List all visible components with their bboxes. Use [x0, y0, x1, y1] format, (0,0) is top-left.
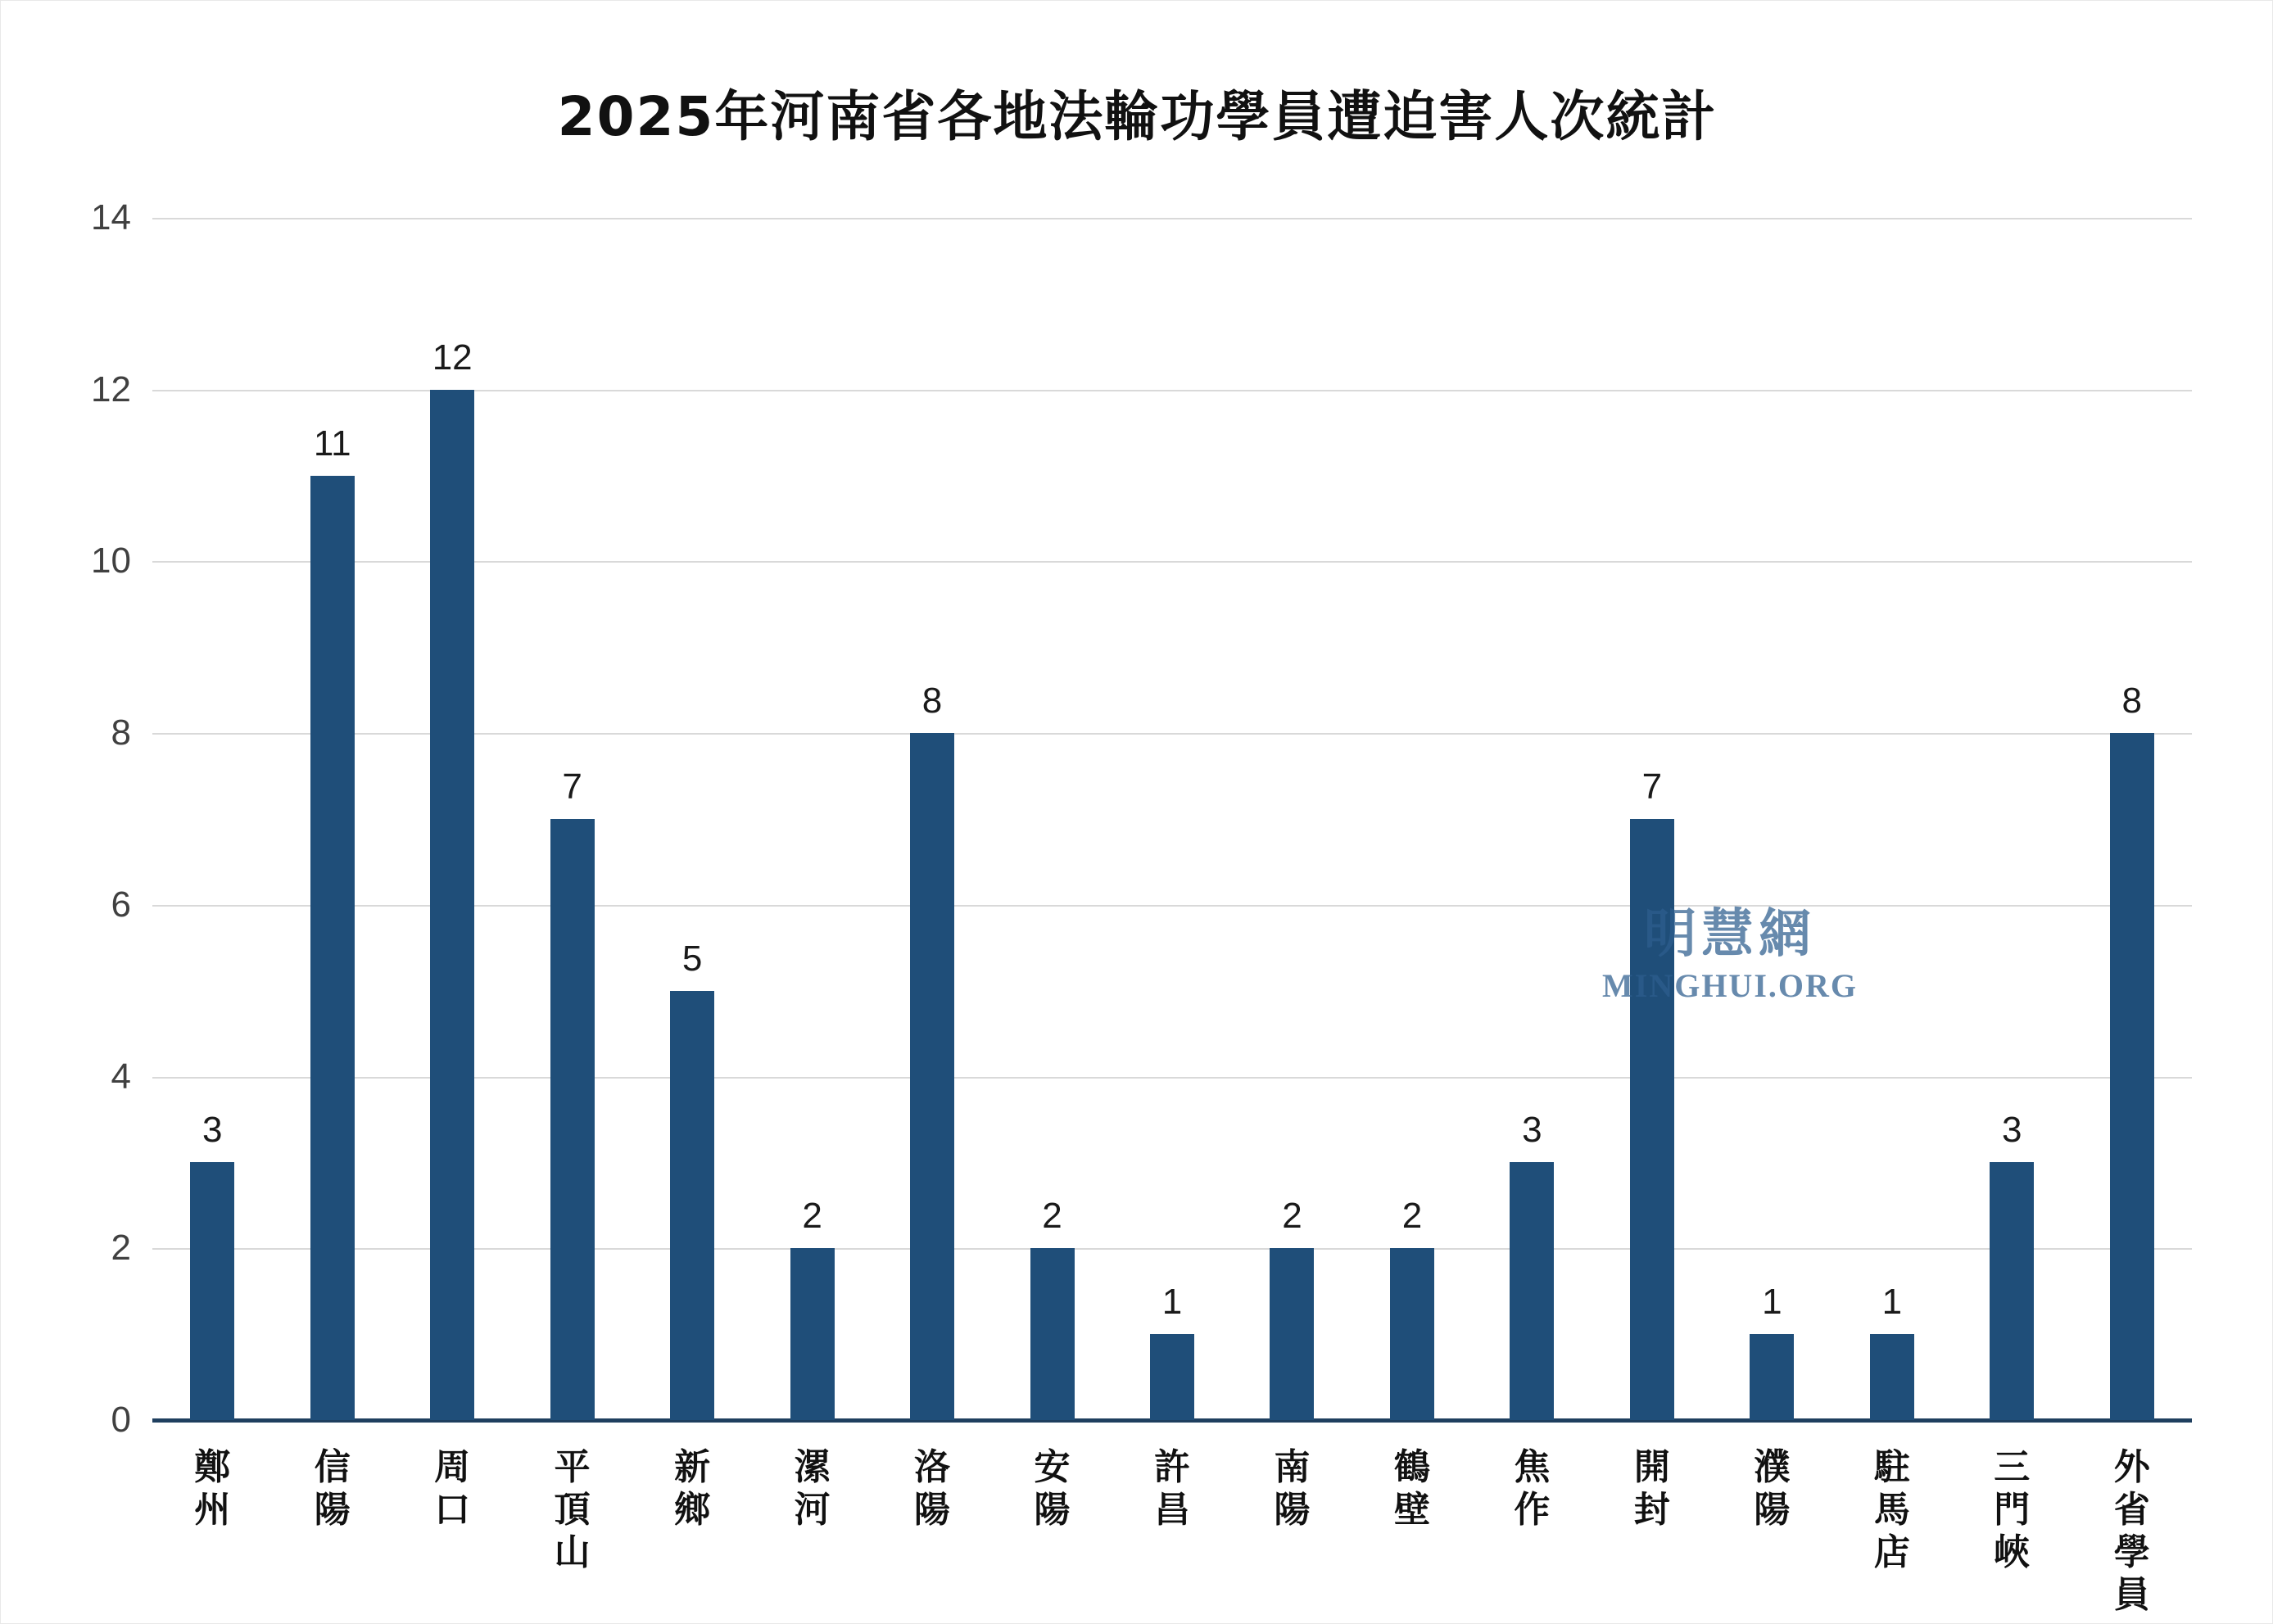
x-axis-category-label: 許昌: [1153, 1446, 1190, 1531]
bar-group[interactable]: [2072, 218, 2192, 1616]
bar-value-label: 7: [1641, 767, 1663, 807]
bar-group[interactable]: [1232, 218, 1352, 1531]
bar[interactable]: [550, 819, 595, 1420]
bar-value-label: 3: [201, 1110, 223, 1151]
bar-value-label: 11: [313, 423, 351, 464]
bar-value-label: 5: [681, 938, 703, 979]
bar-group[interactable]: [1712, 218, 1832, 1531]
bar[interactable]: [1390, 1248, 1434, 1420]
bar[interactable]: [1750, 1334, 1794, 1420]
bar-value-label: 3: [2002, 1110, 2022, 1151]
bar[interactable]: [910, 733, 954, 1420]
bar[interactable]: [1030, 1248, 1075, 1420]
bar[interactable]: [190, 1162, 234, 1420]
bar-group[interactable]: [272, 218, 392, 1531]
bar[interactable]: [1510, 1162, 1554, 1420]
bar-group[interactable]: [1592, 218, 1712, 1531]
bar[interactable]: [310, 476, 355, 1420]
x-axis-category-label: 鄭州: [194, 1446, 231, 1531]
bar[interactable]: [1270, 1248, 1314, 1420]
x-axis-category-label: 信陽: [314, 1446, 351, 1531]
page-title: 2025年河南省各地法輪功學員遭迫害人次統計: [557, 85, 1718, 148]
bar-group[interactable]: [752, 218, 872, 1531]
watermark-chinese: 明慧網: [1644, 904, 1816, 965]
bar[interactable]: [1150, 1334, 1194, 1420]
x-axis-category-label: 安陽: [1034, 1446, 1071, 1531]
x-axis-category-label: 周口: [434, 1446, 471, 1531]
bar-group[interactable]: [152, 218, 272, 1531]
bar-group[interactable]: [1472, 218, 1592, 1531]
bar-value-label: 1: [1161, 1282, 1183, 1323]
y-axis-tick-label: 10: [91, 541, 131, 581]
x-axis-category-label: 濮陽: [1754, 1446, 1791, 1531]
y-axis-tick-label: 12: [91, 369, 131, 409]
x-axis-category-label: 南陽: [1274, 1446, 1311, 1531]
bar-group[interactable]: [992, 218, 1112, 1531]
bar-group[interactable]: [872, 218, 992, 1531]
bar-value-label: 8: [2121, 681, 2142, 722]
y-axis-tick-label: 0: [111, 1400, 131, 1440]
bar-value-label: 2: [802, 1196, 822, 1237]
x-axis-category-label: 焦作: [1514, 1446, 1551, 1531]
bar[interactable]: [1870, 1334, 1914, 1420]
bar[interactable]: [1990, 1162, 2034, 1420]
bar[interactable]: [2110, 733, 2154, 1420]
bar[interactable]: [790, 1248, 835, 1420]
bar[interactable]: [1630, 819, 1674, 1420]
bar-group[interactable]: [1952, 218, 2072, 1573]
x-axis-category-label: 漯河: [794, 1446, 831, 1531]
bar-value-label: 12: [432, 337, 473, 378]
plot-area: [91, 197, 2192, 1616]
watermark-english: MINGHUI.ORG: [1602, 967, 1858, 1004]
y-axis-tick-label: 8: [111, 712, 131, 753]
y-axis-tick-label: 4: [111, 1056, 131, 1097]
bar-group[interactable]: [1352, 218, 1472, 1531]
x-axis-category-label: 開封: [1633, 1446, 1670, 1531]
x-axis-category-label: 外省學員: [2113, 1446, 2150, 1616]
bar-group[interactable]: [392, 218, 512, 1531]
bar-group[interactable]: [512, 218, 632, 1573]
x-axis-category-label: 新鄉: [674, 1446, 711, 1531]
y-axis-tick-label: 14: [91, 197, 131, 237]
bar[interactable]: [670, 991, 714, 1420]
x-axis-category-label: 洛陽: [914, 1446, 951, 1531]
x-axis-category-label: 駐馬店: [1873, 1446, 1910, 1573]
bar-group[interactable]: [1832, 218, 1952, 1573]
x-axis-category-label: 三門峽: [1994, 1446, 2031, 1573]
x-axis-category-label: 平頂山: [554, 1446, 591, 1573]
bar-value-label: 2: [1282, 1196, 1302, 1237]
bar-value-label: 3: [1522, 1110, 1542, 1151]
bar-value-label: 7: [562, 767, 582, 807]
bar-value-label: 1: [1881, 1282, 1903, 1323]
bar-group[interactable]: [632, 218, 752, 1531]
y-axis-tick-label: 6: [111, 884, 131, 925]
bar-value-label: 8: [921, 681, 943, 722]
bar[interactable]: [430, 390, 474, 1420]
x-axis-category-label: 鶴壁: [1393, 1446, 1430, 1531]
bar-value-label: 1: [1762, 1282, 1782, 1323]
bar-group[interactable]: [1112, 218, 1232, 1531]
bar-value-label: 2: [1042, 1196, 1062, 1237]
bar-value-label: 2: [1401, 1196, 1423, 1237]
y-axis-tick-label: 2: [111, 1228, 131, 1269]
